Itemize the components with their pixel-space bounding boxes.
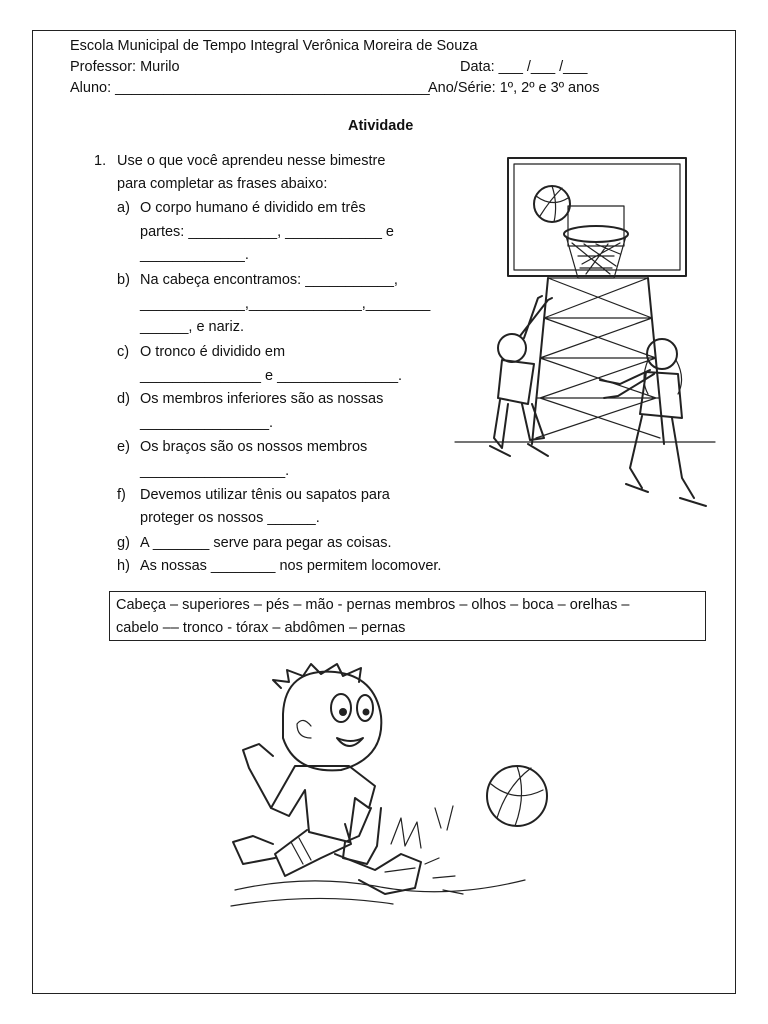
teacher-line: Professor: Murilo [70,59,180,75]
item-f-line1: Devemos utilizar tênis ou sapatos para [140,487,390,503]
question-intro-line1: Use o que você aprendeu nesse bimestre [117,153,386,169]
item-a-line3[interactable]: _____________. [140,247,249,263]
item-e-letter: e) [117,439,130,455]
item-f-line2[interactable]: proteger os nossos ______. [140,510,320,526]
item-a-line1: O corpo humano é dividido em três [140,200,366,216]
item-d-line1: Os membros inferiores são as nossas [140,391,384,407]
item-h-line1[interactable]: As nossas ________ nos permitem locomover. [140,558,442,574]
item-b-letter: b) [117,272,130,288]
item-e-line2[interactable]: __________________. [140,463,290,479]
item-c-letter: c) [117,344,130,360]
item-b-line2[interactable]: _____________,______________,________ [140,296,431,312]
item-g-letter: g) [117,535,130,551]
item-d-line2[interactable]: ________________. [140,415,274,431]
boy-kicking-ball-illustration [225,658,565,928]
item-a-letter: a) [117,200,130,216]
word-bank-line2: cabelo –– tronco - tórax – abdômen – pernas [116,620,406,636]
item-d-letter: d) [117,391,130,407]
item-e-line1: Os braços são os nossos membros [140,439,368,455]
item-g-line1[interactable]: A _______ serve para pegar as coisas. [140,535,392,551]
item-a-line2[interactable]: partes: ___________, ____________ e [140,224,394,240]
word-bank-line1: Cabeça – superiores – pés – mão - pernas membros – olhos – boca – orelhas – [116,597,630,613]
school-name: Escola Municipal de Tempo Integral Verônica Moreira de Souza [70,38,478,54]
item-c-line1: O tronco é dividido em [140,344,286,360]
question-number: 1. [94,153,107,169]
item-b-line1[interactable]: Na cabeça encontramos: ___________, [140,272,398,288]
activity-title: Atividade [348,118,414,134]
item-f-letter: f) [117,487,126,503]
grade-line: Ano/Série: 1º, 2º e 3º anos [428,80,600,96]
basketball-kids-illustration [450,148,720,528]
item-h-letter: h) [117,558,130,574]
date-field[interactable]: Data: ___ /___ /___ [460,59,588,75]
question-intro-line2: para completar as frases abaixo: [117,176,328,192]
student-name-field[interactable]: Aluno: _______________________________________ [70,80,430,96]
item-b-line3[interactable]: ______, e nariz. [140,319,244,335]
item-c-line2[interactable]: _______________ e _______________. [140,368,403,384]
